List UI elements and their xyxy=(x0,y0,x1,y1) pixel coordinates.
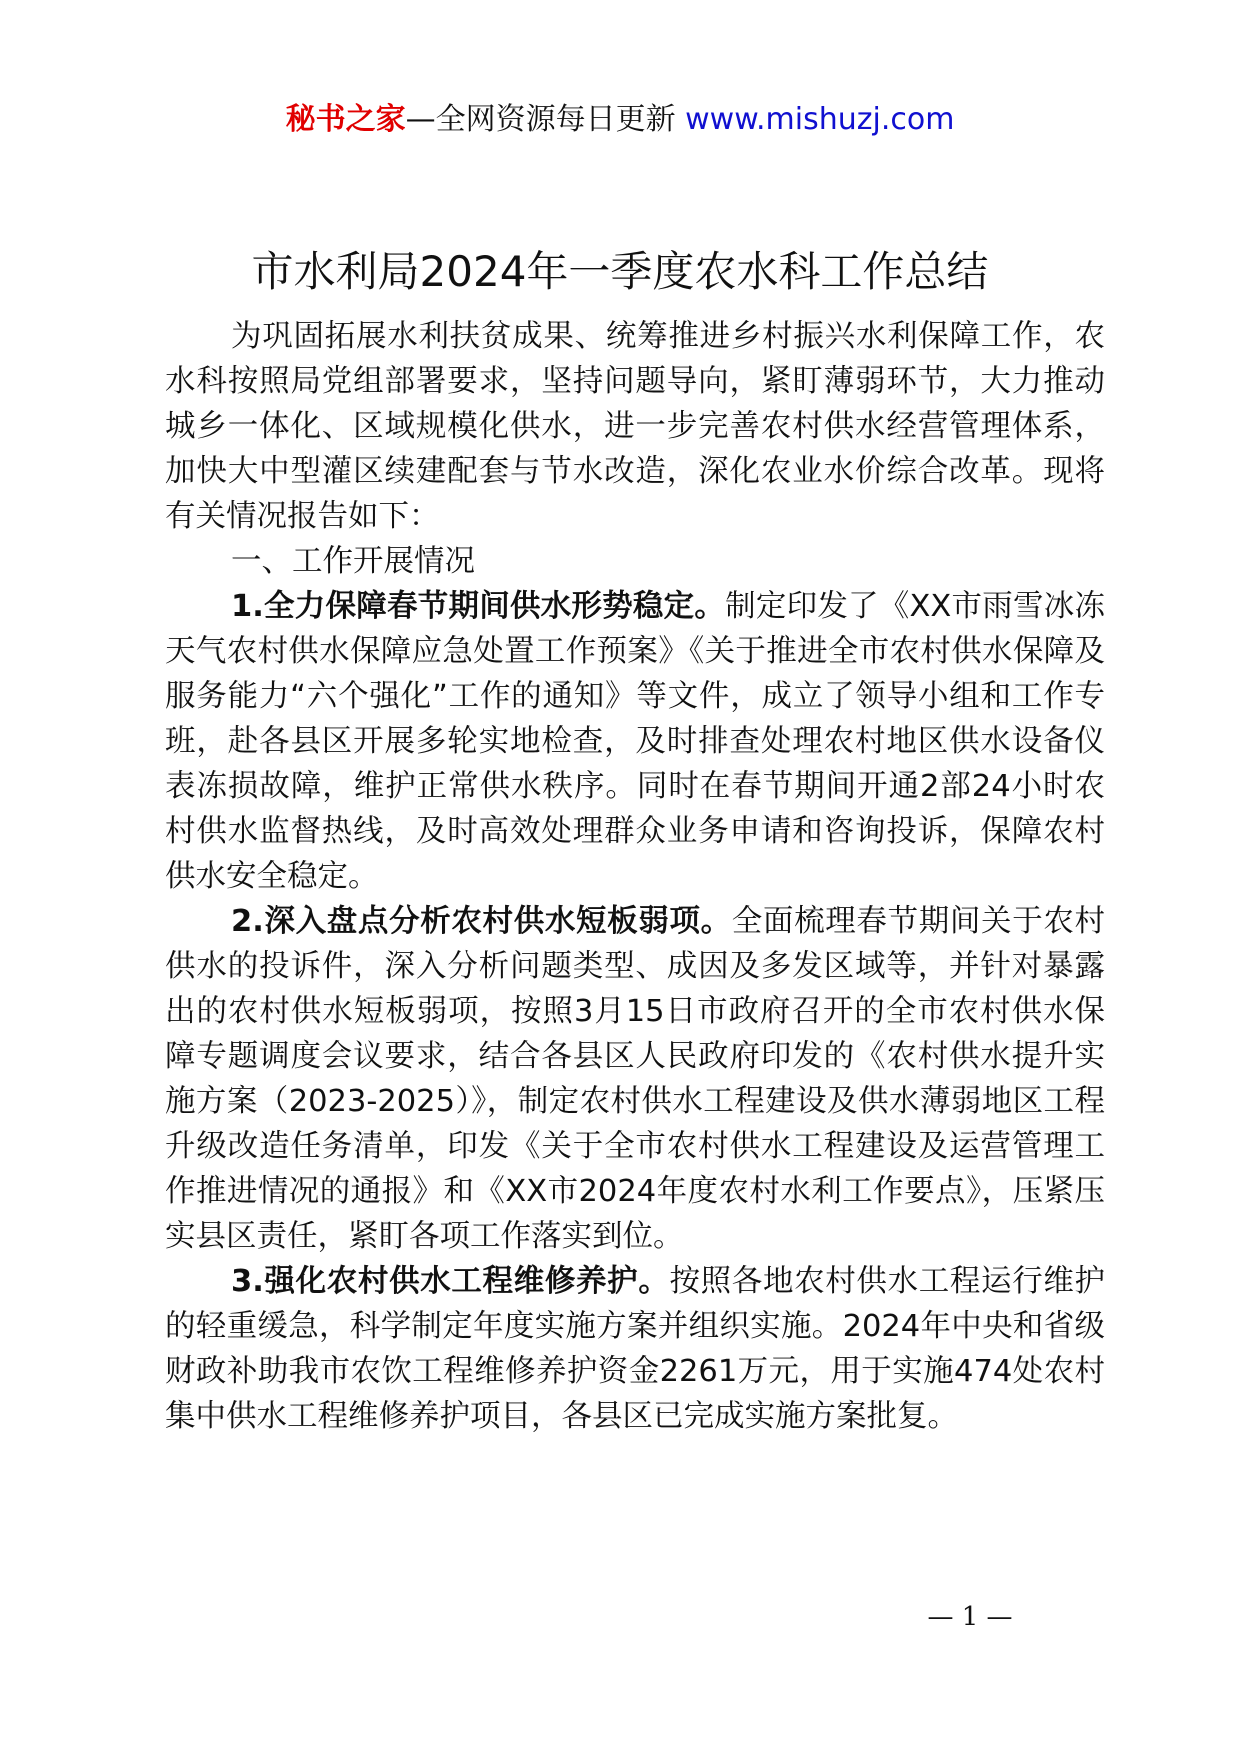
site-header xyxy=(0,100,1240,140)
site-brand: 秘书之家 xyxy=(285,102,406,137)
intro-paragraph: 为巩固拓展水利扶贫成果、统筹推进乡村振兴水利保障工作，农水科按照局党组部署要求，坚持问题导向，紧盯薄弱环节，大力推动城乡一体化、区域规模化供水，进一步完善农村供水经营管理体系，加快大中型灌区续建配套与节水改造，深化农业水价综合改革。现将有关情况报告如下： xyxy=(165,319,1105,534)
document-title: 市水利局2024年一季度农水科工作总结 xyxy=(251,247,989,296)
item-heading-3: 3.强化农村供水工程维修养护。 xyxy=(231,1264,670,1299)
item-heading-2: 2.深入盘点分析农村供水短板弱项。 xyxy=(231,904,732,939)
item-paragraph-2 xyxy=(165,899,1105,1259)
item-text-3: 按照各地农村供水工程运行维护的轻重缓急，科学制定年度实施方案并组织实施。2024年中央和省级财政补助我市农饮工程维修养护资金2261万元，用于实施474处农村集中供水工程维修养护项目，各县区已完成实施方案批复。 xyxy=(165,1264,1105,1434)
document-body xyxy=(165,314,1105,1439)
item-text-2: 全面梳理春节期间关于农村供水的投诉件，深入分析问题类型、成因及多发区域等，并针对暴露出的农村供水短板弱项，按照3月15日市政府召开的全市农村供水保障专题调度会议要求，结合各县区人民政府印发的《农村供水提升实施方案（2023-2025）》，制定农村供水工程建设及供水薄弱地区工程升级改造任务清单，印发《关于全市农村供水工程建设及运营管理工作推进情况的通报》和《XX市2024年度农村水利工作要点》，压紧压实县区责任，紧盯各项工作落实到位。 xyxy=(165,904,1106,1254)
page-number: — 1 — xyxy=(927,1602,1013,1632)
item-paragraph-3 xyxy=(165,1259,1105,1439)
site-slogan: —全网资源每日更新 xyxy=(405,102,676,137)
item-heading-1: 1.全力保障春节期间供水形势稳定。 xyxy=(231,589,726,624)
site-url-link[interactable]: www.mishuzj.com xyxy=(685,102,955,137)
section-heading: 一、工作开展情况 xyxy=(231,544,475,579)
item-text-1: 制定印发了《XX市雨雪冰冻天气农村供水保障应急处置工作预案》《关于推进全市农村供水保障及服务能力“六个强化”工作的通知》等文件，成立了领导小组和工作专班，赴各县区开展多轮实地检查，及时排查处理农村地区供水设备仪表冻损故障，维护正常供水秩序。同时在春节期间开通2部24小时农村供水监督热线，及时高效处理群众业务申请和咨询投诉，保障农村供水安全稳定。 xyxy=(165,589,1106,894)
item-paragraph-1 xyxy=(165,584,1105,899)
